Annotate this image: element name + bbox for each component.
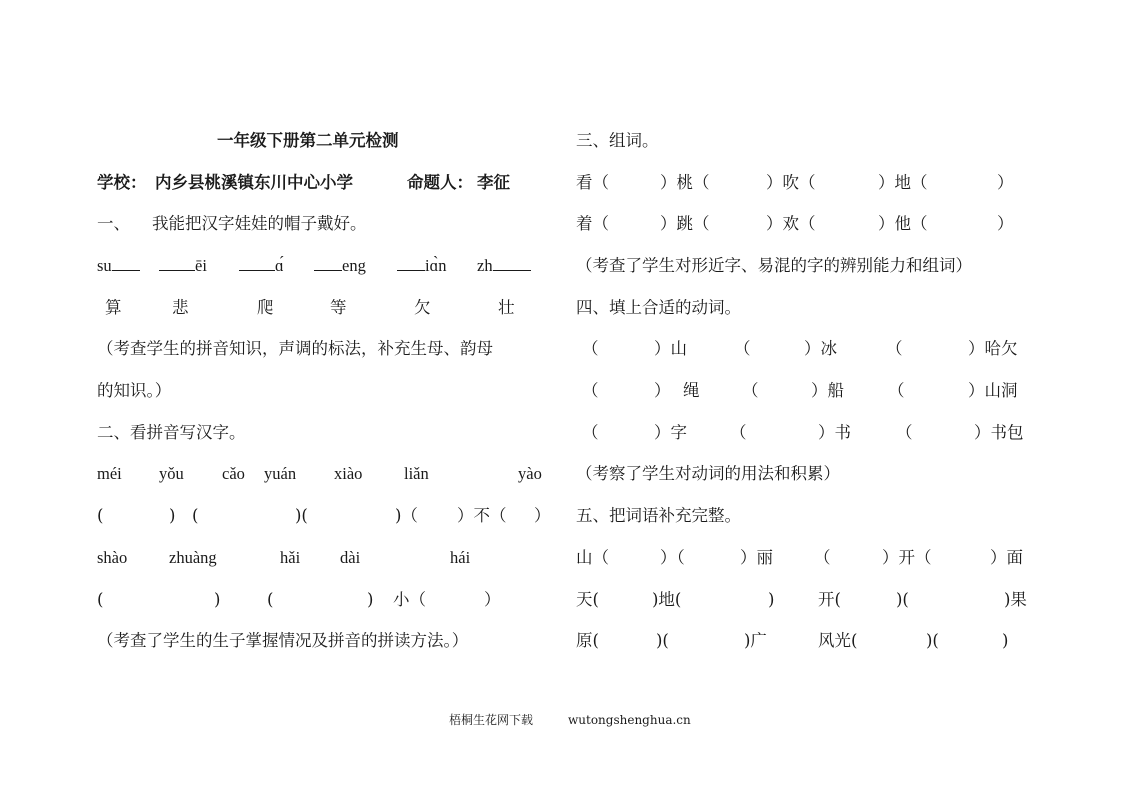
- school-label: 学校：: [97, 173, 147, 192]
- section4-row3: [576, 420, 1036, 446]
- bracket: ）: [484, 590, 501, 609]
- pinyin-item: shào: [97, 548, 128, 567]
- section2-answer-row1: [97, 503, 557, 529]
- word-item: ）吹（: [766, 173, 816, 192]
- phrase-item: ）面: [990, 548, 1023, 567]
- verb-item: ）书包: [974, 423, 1024, 442]
- char-item: 悲: [172, 298, 189, 317]
- section5-title: 五、把词语补充完整。: [576, 506, 741, 525]
- char-item: 欠: [414, 298, 431, 317]
- answer-blank[interactable]: [159, 254, 195, 271]
- section3-title: 三、组词。: [576, 131, 659, 150]
- pinyin-item: hái: [450, 548, 471, 567]
- section4-row1: [576, 336, 1036, 362]
- bracket: (: [192, 506, 199, 525]
- section5-row2: [576, 587, 1036, 613]
- word-item: ）欢（: [766, 214, 816, 233]
- section5-row1: [576, 545, 1036, 571]
- answer-blank[interactable]: [239, 254, 275, 271]
- bracket: ): [367, 590, 374, 609]
- word-item: ）他（: [878, 214, 928, 233]
- bracket: ）不（: [457, 506, 507, 525]
- bracket: （: [896, 423, 913, 442]
- verb-item: ）书: [818, 423, 851, 442]
- bracket: ): [214, 590, 221, 609]
- phrase-item: 风光(: [818, 631, 858, 650]
- note-text: （考查了学生的生子掌握情况及拼音的拼读方法。）: [97, 631, 469, 650]
- phrase-item: ): [1002, 631, 1009, 650]
- section1-title: 我能把汉字娃娃的帽子戴好。: [152, 214, 367, 233]
- pinyin-item: dài: [340, 548, 361, 567]
- phrase-item: 山（: [576, 548, 609, 567]
- phrase-item: 天(: [576, 590, 599, 609]
- bracket: （: [582, 381, 599, 400]
- phrase-item: )(: [896, 590, 909, 609]
- pinyin-item: ēi: [159, 253, 207, 279]
- bracket: )(: [295, 506, 308, 525]
- footer-site-url[interactable]: wutongshenghua.cn: [568, 713, 691, 727]
- section2-answer-row2: [97, 587, 557, 613]
- phrase-item: 开(: [818, 590, 841, 609]
- char-item: 算: [105, 298, 122, 317]
- note-text: （考察了学生对动词的用法和积累）: [576, 464, 840, 483]
- section4-title: 四、填上合适的动词。: [576, 298, 741, 317]
- verb-item: ）船: [811, 381, 844, 400]
- section4-row2: [576, 378, 1036, 404]
- pinyin-item: iɑ̀n: [397, 253, 446, 279]
- bracket: ）: [534, 506, 551, 525]
- phrase-item: ）开（: [882, 548, 932, 567]
- pinyin-item: yǒu: [159, 464, 184, 483]
- answer-blank[interactable]: [112, 254, 140, 271]
- section1-heading: [97, 211, 557, 237]
- pinyin-item: zh: [477, 253, 531, 279]
- bracket: （: [582, 423, 599, 442]
- section2-pinyin-row2: [97, 545, 557, 571]
- school-name: 内乡县桃溪镇东川中心小学: [155, 173, 353, 192]
- phrase-item: ）（: [660, 548, 685, 567]
- verb-item: ）山洞: [968, 381, 1018, 400]
- verb-item: ）冰: [804, 339, 837, 358]
- bracket: ): [169, 506, 176, 525]
- section5-row3: [576, 628, 1036, 654]
- bracket: （: [582, 339, 599, 358]
- page-footer: [449, 707, 709, 733]
- pinyin-item: zhuàng: [169, 548, 217, 567]
- bracket: （: [742, 381, 759, 400]
- section2-pinyin-row1: [97, 461, 557, 487]
- word-item: 着（: [576, 214, 609, 233]
- phrase-item: )果: [1004, 590, 1027, 609]
- verb-item: ）山: [654, 339, 687, 358]
- section2-title: 二、看拼音写汉字。: [97, 423, 246, 442]
- author-name: 李征: [477, 173, 510, 192]
- word-item: 看（: [576, 173, 609, 192]
- pinyin-item: eng: [314, 253, 366, 279]
- bracket: (: [97, 590, 104, 609]
- answer-blank[interactable]: [493, 254, 531, 271]
- note-text: （考查学生的拼音知识，声调的标法，补充生母、韵母: [97, 339, 493, 358]
- bracket: )（: [395, 506, 418, 525]
- school-line: [97, 170, 557, 196]
- bracket: 小（: [393, 590, 426, 609]
- phrase-item: )广: [744, 631, 767, 650]
- pinyin-item: yào: [518, 464, 542, 483]
- note-text: （考查了学生对形近字、易混的字的辨别能力和组词）: [576, 256, 972, 275]
- section1-chars-row: [97, 295, 557, 321]
- footer-site-name: 梧桐生花网下载: [449, 713, 534, 727]
- word-item: ）跳（: [660, 214, 710, 233]
- pinyin-item: hǎi: [280, 548, 301, 567]
- bracket: (: [267, 590, 274, 609]
- pinyin-item: cǎo: [222, 464, 245, 483]
- bracket: （: [888, 381, 905, 400]
- pinyin-item: su: [97, 253, 140, 279]
- phrase-item: ）丽: [740, 548, 773, 567]
- pinyin-item: yuán: [264, 464, 297, 483]
- answer-blank[interactable]: [314, 254, 342, 271]
- note-text: 的知识。）: [97, 381, 172, 400]
- section1-pinyin-row: [97, 253, 557, 279]
- bracket: （: [886, 339, 903, 358]
- phrase-item: )(: [656, 631, 669, 650]
- phrase-item: （: [814, 548, 831, 567]
- pinyin-item: xiào: [334, 464, 363, 483]
- phrase-item: )地(: [652, 590, 682, 609]
- section3-row2: [576, 211, 1036, 237]
- bracket: （: [734, 339, 751, 358]
- section3-row1: [576, 170, 1036, 196]
- verb-item: 绳: [683, 381, 700, 400]
- phrase-item: 原(: [576, 631, 599, 650]
- phrase-item: )(: [926, 631, 939, 650]
- word-item: ）桃（: [660, 173, 710, 192]
- char-item: 等: [330, 298, 347, 317]
- bracket: （: [730, 423, 747, 442]
- verb-item: ）哈欠: [968, 339, 1018, 358]
- bracket: ）: [654, 381, 671, 400]
- phrase-item: ): [768, 590, 775, 609]
- char-item: 爬: [257, 298, 274, 317]
- bracket: (: [97, 506, 104, 525]
- char-item: 壮: [498, 298, 515, 317]
- author-label: 命题人：: [407, 173, 473, 192]
- pinyin-item: ɑ́: [239, 253, 284, 279]
- word-item: ）: [997, 173, 1014, 192]
- word-item: ）: [997, 214, 1014, 233]
- pinyin-item: méi: [97, 464, 122, 483]
- section1-number: 一、: [97, 214, 130, 233]
- pinyin-item: liǎn: [404, 464, 429, 483]
- title-text: 一年级下册第二单元检测: [217, 131, 399, 150]
- verb-item: ）字: [654, 423, 687, 442]
- answer-blank[interactable]: [397, 254, 425, 271]
- word-item: ）地（: [878, 173, 928, 192]
